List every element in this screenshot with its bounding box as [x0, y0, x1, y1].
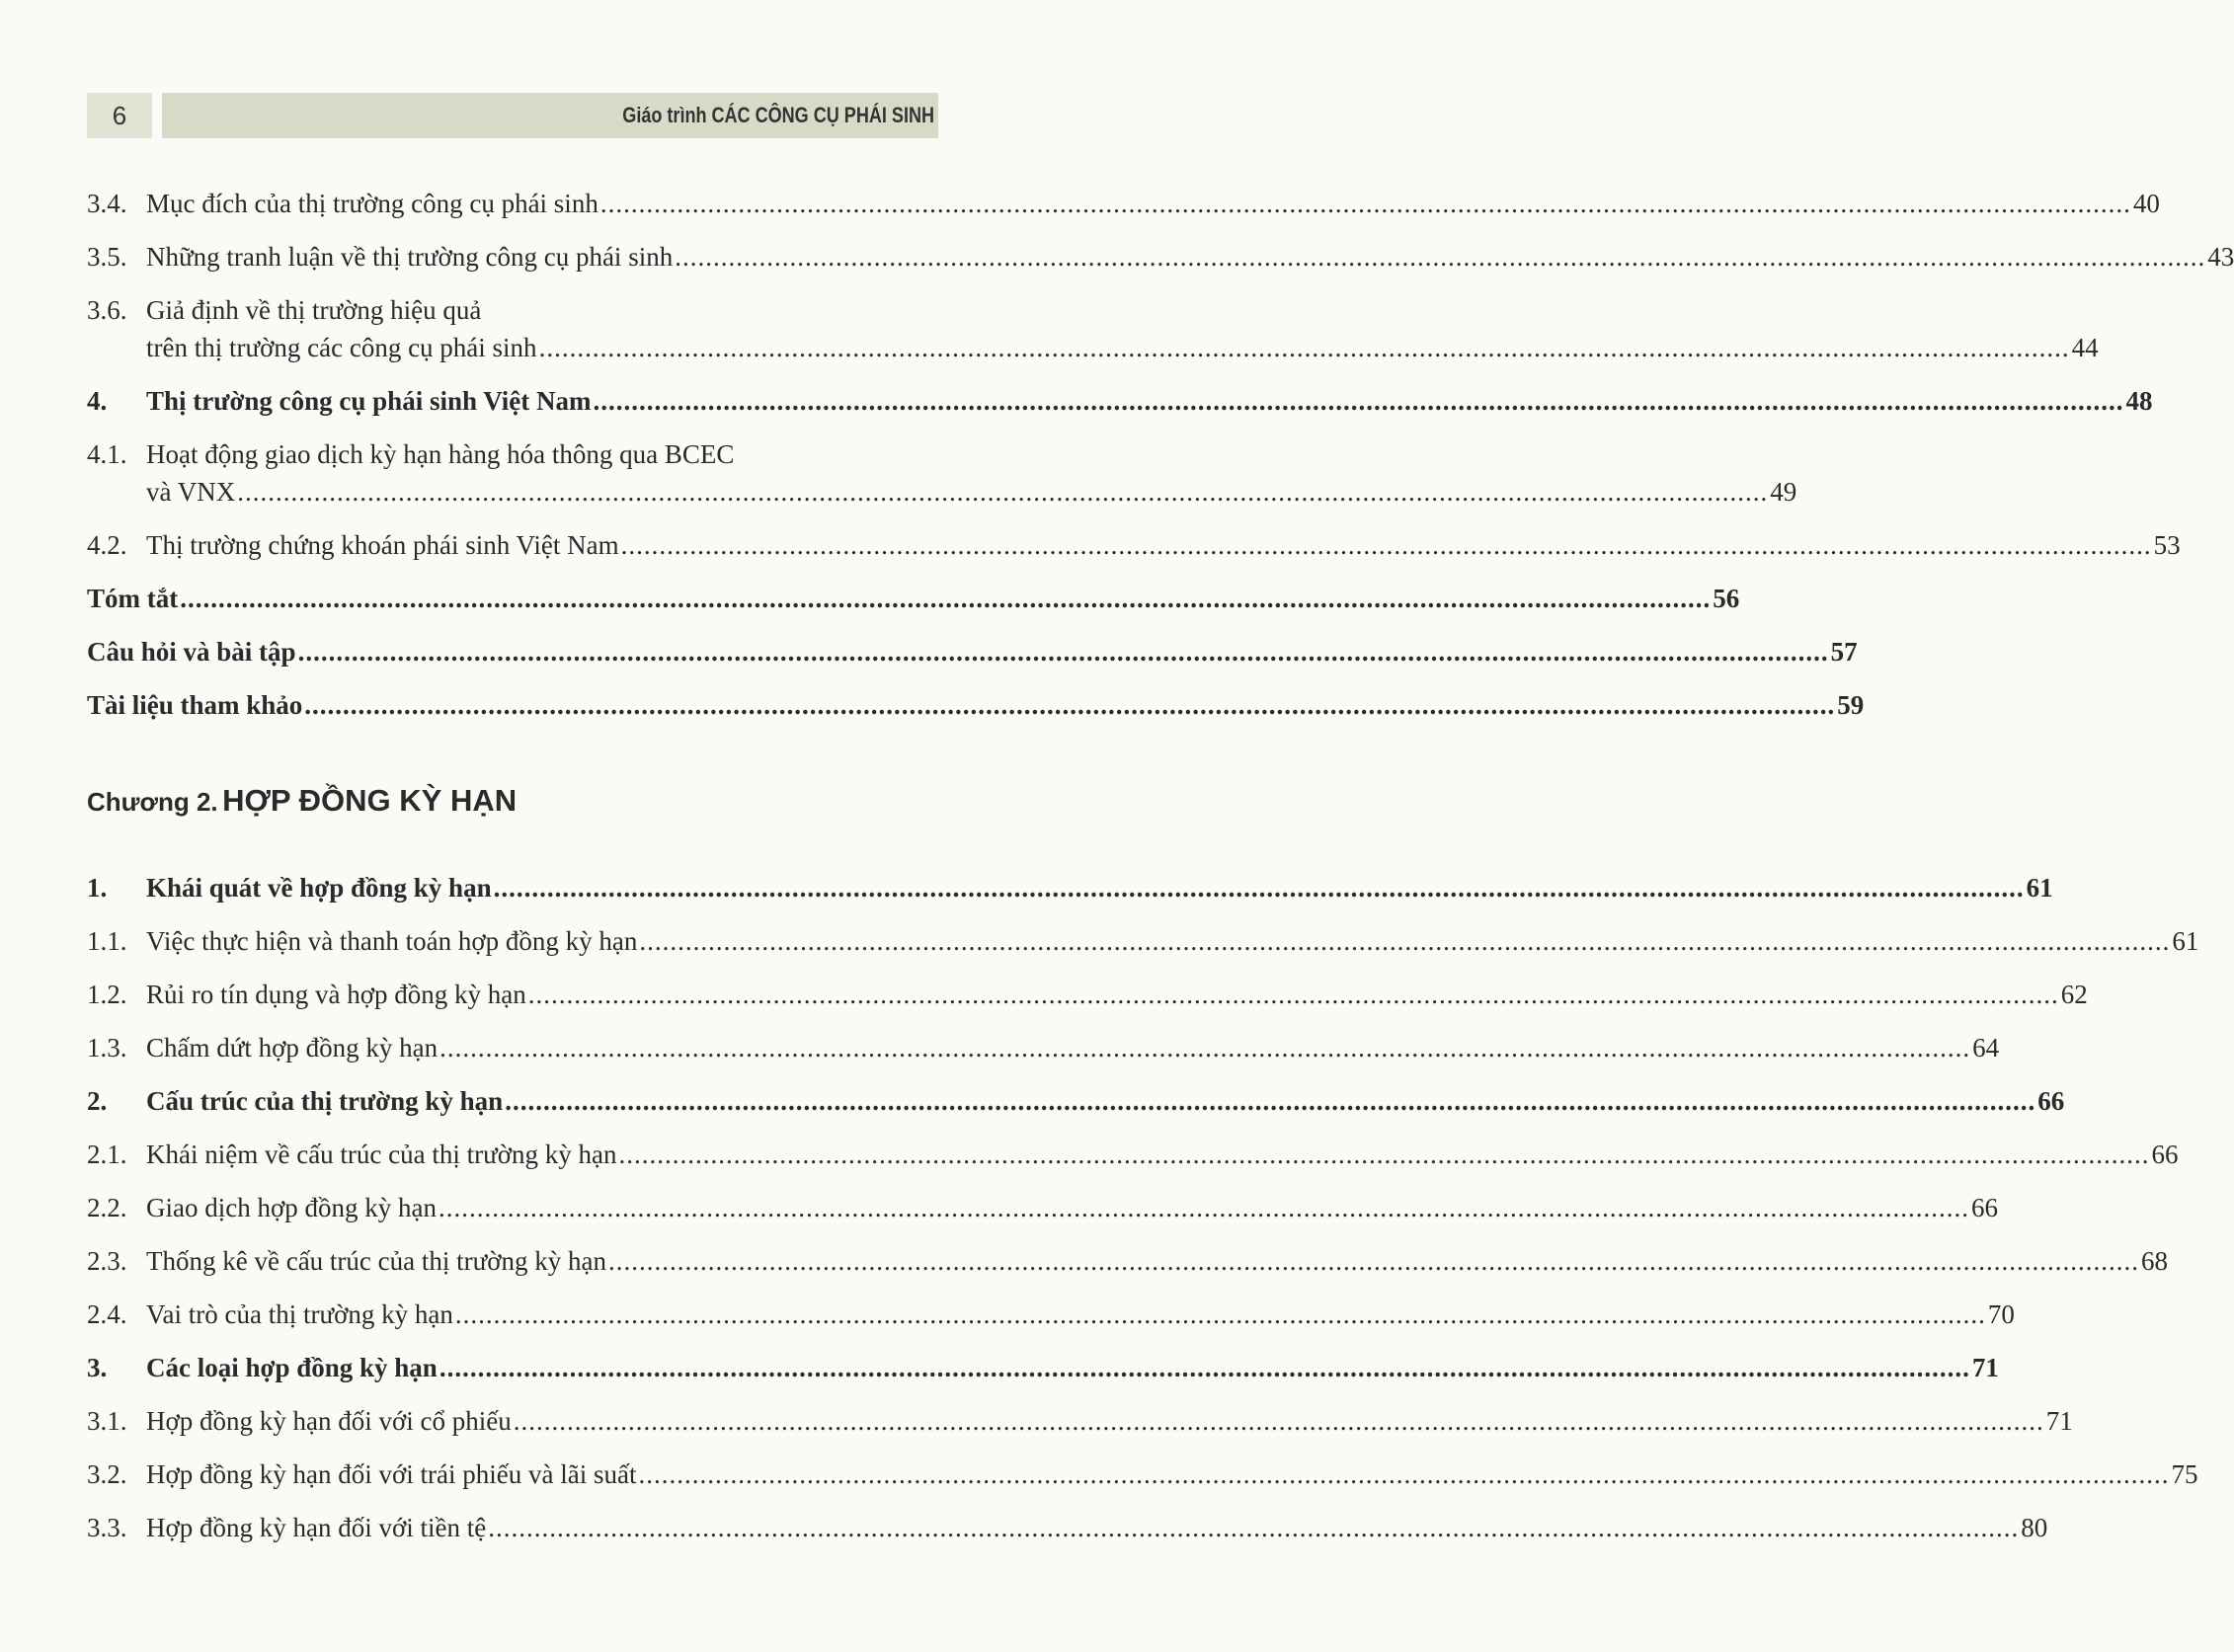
toc-entry-page: 48 — [2125, 386, 2153, 416]
toc-entry-number: 3.4. — [87, 189, 127, 218]
running-header — [87, 93, 938, 138]
toc-entry-page: 57 — [1830, 637, 1858, 667]
toc-entry-page: 61 — [2026, 873, 2053, 903]
toc-entry-page: 49 — [1770, 477, 1797, 507]
toc-entry-page: 66 — [2151, 1140, 2179, 1169]
toc-entry-text: Thị trường chứng khoán phái sinh Việt Nam — [146, 530, 619, 560]
leader-dots: ........................................................................................................................................................................................................ — [439, 1033, 1971, 1062]
toc-entry-page: 66 — [2037, 1086, 2065, 1116]
toc-entry-number: 4. — [87, 386, 108, 416]
leader-dots: ........................................................................................................................................................................................................ — [438, 1193, 1969, 1222]
leader-dots: ........................................................................................................................................................................................................ — [538, 333, 2070, 362]
toc-entry-number: 2. — [87, 1086, 108, 1116]
leader-dots: ........................................................................................................................................................................................................ — [237, 477, 1769, 507]
leader-dots: ........................................................................................................................................................................................................ — [505, 1086, 2036, 1116]
leader-dots: ........................................................................................................................................................................................................ — [675, 242, 2206, 272]
toc-entry-text: Thị trường công cụ phái sinh Việt Nam — [146, 386, 592, 416]
toc-entry-text: và VNX — [146, 477, 236, 507]
toc-entry-text: Chấm dứt hợp đồng kỳ hạn — [146, 1033, 439, 1062]
toc-entry-text-line1: Giả định về thị trường hiệu quả — [146, 295, 482, 325]
toc-entry-text: Tài liệu tham khảo — [87, 690, 303, 720]
toc-entry-number: 3.6. — [87, 295, 127, 325]
toc-entry-page: 80 — [2021, 1513, 2048, 1542]
toc-entry-number: 1.3. — [87, 1033, 127, 1062]
toc-entry-number: 2.4. — [87, 1299, 127, 1329]
toc-entry-page: 53 — [2153, 530, 2181, 560]
toc-entry-page: 40 — [2132, 189, 2160, 218]
toc-entry-text: Khái quát về hợp đồng kỳ hạn — [146, 873, 492, 903]
toc-entry-text: Những tranh luận về thị trường công cụ phái sinh — [146, 242, 674, 272]
book-title: Giáo trình CÁC CÔNG CỤ PHÁI SINH — [622, 103, 934, 127]
chapter-heading[interactable] — [87, 783, 517, 819]
leader-dots: ........................................................................................................................................................................................................ — [493, 873, 2025, 903]
toc-entry-number: 3.2. — [87, 1459, 127, 1489]
toc-entry-text: Vai trò của thị trường kỳ hạn — [146, 1299, 453, 1329]
toc-entry-page: 71 — [1971, 1353, 1999, 1382]
toc-entry-text: Khái niệm về cấu trúc của thị trường kỳ hạn — [146, 1140, 617, 1169]
leader-dots: ........................................................................................................................................................................................................ — [639, 926, 2171, 956]
toc-entry-number: 2.1. — [87, 1140, 127, 1169]
toc-entry-page: 64 — [1972, 1033, 2000, 1062]
toc-entry-page: 61 — [2172, 926, 2199, 956]
leader-dots: ........................................................................................................................................................................................................ — [304, 690, 1836, 720]
toc-entry-text: trên thị trường các công cụ phái sinh — [146, 333, 537, 362]
leader-dots: ........................................................................................................................................................................................................ — [513, 1406, 2044, 1436]
toc-entry-number: 3. — [87, 1353, 108, 1382]
toc-entry-number: 1.2. — [87, 980, 127, 1009]
toc-entry-text: Các loại hợp đồng kỳ hạn — [146, 1353, 438, 1382]
toc-entry-page: 43 — [2207, 242, 2234, 272]
toc-entry-page: 59 — [1837, 690, 1865, 720]
toc-entry-number: 4.1. — [87, 439, 127, 469]
toc-entry-page: 75 — [2171, 1459, 2198, 1489]
leader-dots: ........................................................................................................................................................................................................ — [180, 584, 1712, 613]
toc-entry-text: Tóm tắt — [87, 584, 179, 613]
leader-dots: ........................................................................................................................................................................................................ — [439, 1353, 1970, 1382]
book-title-bar — [162, 93, 938, 138]
toc-entry-page: 70 — [1987, 1299, 2015, 1329]
toc-entry-text: Hợp đồng kỳ hạn đối với trái phiếu và lãi suất — [146, 1459, 637, 1489]
leader-dots: ........................................................................................................................................................................................................ — [608, 1246, 2140, 1276]
toc-entry-text: Giao dịch hợp đồng kỳ hạn — [146, 1193, 437, 1222]
toc-entry-page: 56 — [1713, 584, 1740, 613]
toc-entry-page: 71 — [2045, 1406, 2073, 1436]
toc-entry-text: Hợp đồng kỳ hạn đối với tiền tệ — [146, 1513, 487, 1542]
chapter-title: HỢP ĐỒNG KỲ HẠN — [222, 783, 518, 818]
toc-entry-text: Mục đích của thị trường công cụ phái sinh — [146, 189, 598, 218]
toc-entry-text: Việc thực hiện và thanh toán hợp đồng kỳ hạn — [146, 926, 638, 956]
leader-dots: ........................................................................................................................................................................................................ — [599, 189, 2131, 218]
toc-entry-page: 68 — [2141, 1246, 2169, 1276]
toc-entry-text: Cấu trúc của thị trường kỳ hạn — [146, 1086, 504, 1116]
leader-dots: ........................................................................................................................................................................................................ — [297, 637, 1829, 667]
leader-dots: ........................................................................................................................................................................................................ — [488, 1513, 2020, 1542]
leader-dots: ........................................................................................................................................................................................................ — [593, 386, 2124, 416]
page-number: 6 — [87, 93, 152, 138]
toc-entry-page: 66 — [1970, 1193, 1998, 1222]
toc-entry-page: 62 — [2060, 980, 2088, 1009]
leader-dots: ........................................................................................................................................................................................................ — [620, 530, 2152, 560]
leader-dots: ........................................................................................................................................................................................................ — [618, 1140, 2150, 1169]
toc-entry-number: 3.5. — [87, 242, 127, 272]
toc-entry-number: 1. — [87, 873, 108, 903]
toc-entry-number: 4.2. — [87, 530, 127, 560]
toc-entry-number: 1.1. — [87, 926, 127, 956]
toc-entry-number: 2.2. — [87, 1193, 127, 1222]
toc-entry-page: 44 — [2071, 333, 2099, 362]
leader-dots: ........................................................................................................................................................................................................ — [638, 1459, 2170, 1489]
toc-entry-number: 2.3. — [87, 1246, 127, 1276]
toc-entry-text: Câu hỏi và bài tập — [87, 637, 296, 667]
leader-dots: ........................................................................................................................................................................................................ — [527, 980, 2059, 1009]
toc-entry-number: 3.1. — [87, 1406, 127, 1436]
toc-entry-number: 3.3. — [87, 1513, 127, 1542]
toc-entry-text: Rủi ro tín dụng và hợp đồng kỳ hạn — [146, 980, 526, 1009]
toc-entry-text: Thống kê về cấu trúc của thị trường kỳ hạn — [146, 1246, 607, 1276]
toc-entry-text: Hợp đồng kỳ hạn đối với cổ phiếu — [146, 1406, 512, 1436]
leader-dots: ........................................................................................................................................................................................................ — [454, 1299, 1986, 1329]
toc-entry-text-line1: Hoạt động giao dịch kỳ hạn hàng hóa thông qua BCEC — [146, 439, 735, 469]
chapter-label: Chương 2. — [87, 787, 218, 817]
